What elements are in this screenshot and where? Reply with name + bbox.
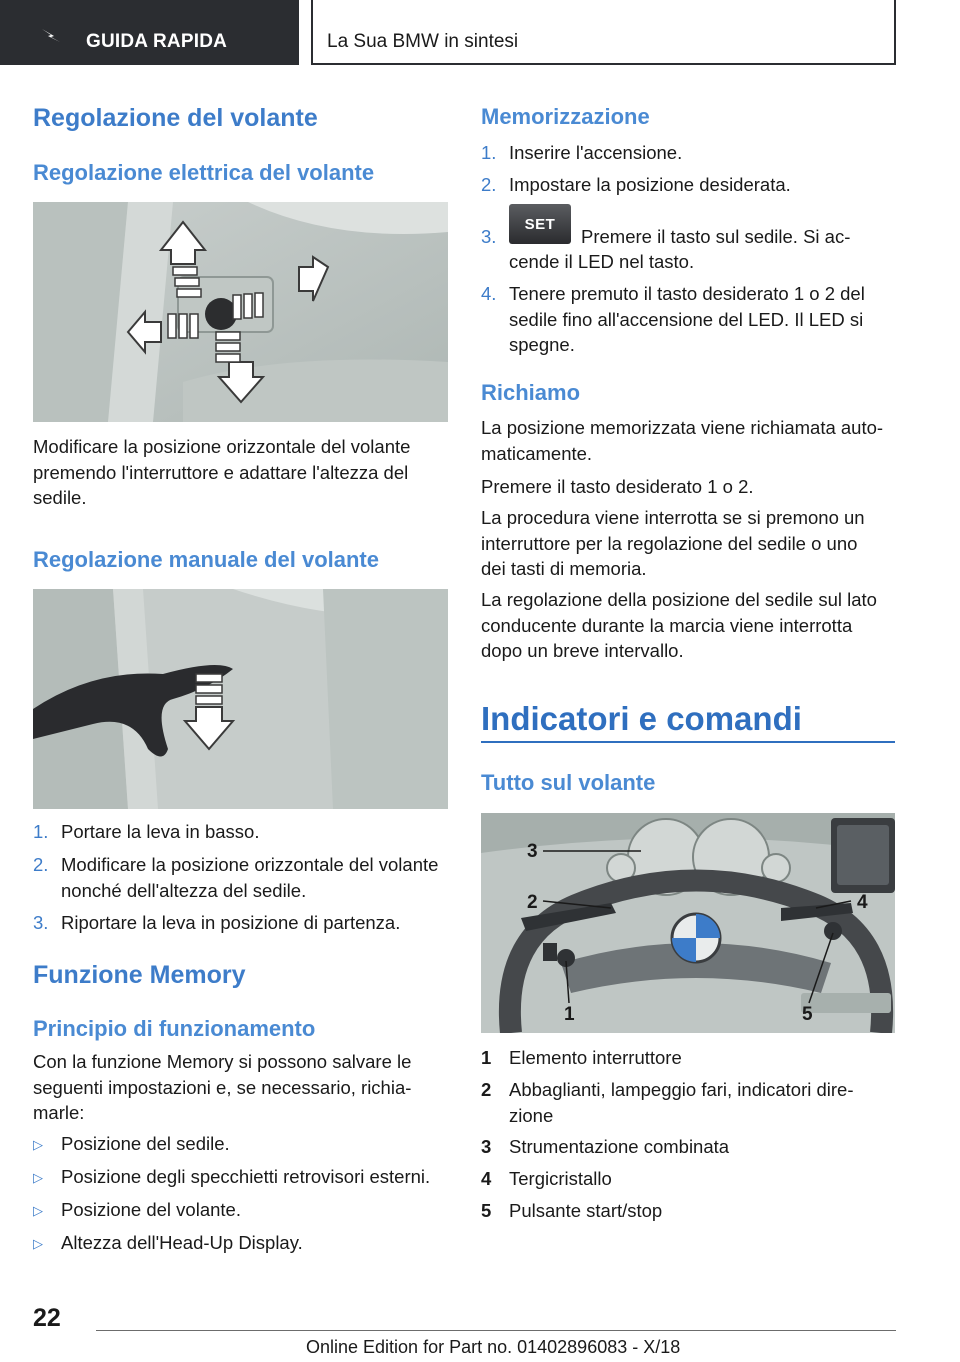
- section-rule: [481, 741, 895, 743]
- heading-regolazione-volante: Regolazione del volante: [33, 104, 318, 132]
- step-number: 4.: [481, 283, 497, 304]
- para-principio-line: seguenti impostazioni e, se necessario, richia-: [33, 1076, 412, 1098]
- page-number: 22: [33, 1304, 61, 1332]
- para-elettrica: [33, 434, 448, 511]
- heading-funzione-memory: Funzione Memory: [33, 961, 246, 989]
- legend-number: 4: [481, 1168, 492, 1189]
- para-richiamo-2: Premere il tasto desiderato 1 o 2.: [481, 476, 754, 497]
- step-text: Premere il tasto sul sedile. Si ac-: [581, 226, 851, 247]
- step-text: [509, 281, 895, 358]
- step-text: [61, 852, 451, 903]
- legend-text-line: Abbaglianti, lampeggio fari, indicatori dire-: [509, 1079, 854, 1100]
- heading-regolazione-manuale: Regolazione manuale del volante: [33, 547, 379, 572]
- heading-tutto-volante: Tutto sul volante: [481, 770, 656, 795]
- para-elettrica-line: Modificare la posizione orizzontale del volante: [33, 436, 411, 457]
- step-text: cende il LED nel tasto.: [509, 251, 695, 272]
- step-text: Inserire l'accensione.: [509, 142, 683, 163]
- bullet-item: Posizione degli specchietti retrovisori esterni.: [61, 1166, 431, 1187]
- para-principio-line: marle:: [33, 1102, 85, 1123]
- legend-text: Elemento interruttore: [509, 1047, 682, 1068]
- step-number: 3.: [481, 226, 497, 247]
- para-line: La procedura viene interrotta se si premono un: [481, 507, 865, 528]
- heading-indicatori-comandi: Indicatori e comandi: [481, 700, 802, 737]
- para-line: La regolazione della posizione del sedile sul lato: [481, 589, 877, 610]
- para-richiamo-4: [481, 587, 895, 664]
- para-line: La posizione memorizzata viene richiamata auto-: [481, 417, 884, 438]
- step-number: 2.: [33, 854, 49, 875]
- header-section-title: La Sua BMW in sintesi: [327, 31, 519, 52]
- bullet-triangle-icon: ▷: [33, 1170, 43, 1185]
- callout-3: 3: [527, 841, 538, 862]
- callout-5: 5: [802, 1004, 813, 1025]
- para-principio: [33, 1049, 448, 1126]
- bullet-item: Posizione del sedile.: [61, 1133, 230, 1154]
- callout-4: 4: [857, 892, 868, 913]
- footer-rule: [96, 1330, 896, 1331]
- header-tab-label: GUIDA RAPIDA: [86, 31, 228, 52]
- manual-lever-figure: [33, 589, 448, 809]
- step-number: 1.: [33, 821, 49, 842]
- bullet-item: Altezza dell'Head-Up Display.: [61, 1232, 303, 1253]
- legend-text: Tergicristallo: [509, 1168, 612, 1189]
- heading-principio: Principio di funzionamento: [33, 1016, 316, 1041]
- legend-number: 1: [481, 1047, 492, 1068]
- step-number: 1.: [481, 142, 497, 163]
- heading-memorizzazione: Memorizzazione: [481, 104, 650, 129]
- legend-number: 5: [481, 1200, 492, 1221]
- step-number: 2.: [481, 174, 497, 195]
- para-line: maticamente.: [481, 442, 593, 464]
- step-text-line: sedile fino all'accensione del LED. Il LED si: [509, 308, 864, 330]
- steering-wheel-figure: [481, 813, 895, 1033]
- para-richiamo-3: [481, 505, 895, 582]
- para-line: dopo un breve intervallo.: [481, 640, 684, 661]
- para-richiamo-1: [481, 415, 895, 466]
- step-number: 3.: [33, 912, 49, 933]
- para-line: conducente durante la marcia viene interrotta: [481, 614, 853, 636]
- step-text: Riportare la leva in posizione di partenza.: [61, 912, 401, 933]
- step-text-line: spegne.: [509, 334, 575, 355]
- step-text: Portare la leva in basso.: [61, 821, 260, 842]
- step-text-line: Modificare la posizione orizzontale del volante: [61, 854, 439, 875]
- lightning-arrow-icon: [40, 27, 64, 43]
- bullet-item: Posizione del volante.: [61, 1199, 241, 1220]
- electric-adjust-figure: [33, 202, 448, 422]
- para-line: interruttore per la regolazione del sedile o uno: [481, 532, 858, 554]
- bullet-triangle-icon: ▷: [33, 1137, 43, 1152]
- header-tab: [0, 0, 299, 65]
- legend-number: 2: [481, 1079, 492, 1100]
- legend-text: Strumentazione combinata: [509, 1136, 730, 1157]
- callout-1: 1: [564, 1004, 575, 1025]
- footer-edition: Online Edition for Part no. 01402896083 - X/18: [306, 1337, 681, 1357]
- para-elettrica-line: sedile.: [33, 487, 87, 508]
- heading-regolazione-elettrica: Regolazione elettrica del volante: [33, 160, 375, 185]
- heading-richiamo: Richiamo: [481, 380, 581, 405]
- set-button-icon: SET: [509, 204, 571, 244]
- step-text: Impostare la posizione desiderata.: [509, 174, 791, 195]
- legend-text-line: zione: [509, 1104, 554, 1126]
- para-elettrica-line: premendo l'interruttore e adattare l'altezza del: [33, 461, 409, 483]
- step-text-line: nonché dell'altezza del sedile.: [61, 879, 307, 901]
- header-section: [311, 0, 896, 65]
- bullet-triangle-icon: ▷: [33, 1203, 43, 1218]
- bullet-triangle-icon: ▷: [33, 1236, 43, 1251]
- para-line: dei tasti di memoria.: [481, 558, 647, 579]
- legend-text: Pulsante start/stop: [509, 1200, 663, 1221]
- legend-text: [509, 1077, 895, 1128]
- para-principio-line: Con la funzione Memory si possono salvare le: [33, 1051, 412, 1072]
- callout-2: 2: [527, 892, 538, 913]
- legend-number: 3: [481, 1136, 492, 1157]
- step-text-line: Tenere premuto il tasto desiderato 1 o 2 del: [509, 283, 865, 304]
